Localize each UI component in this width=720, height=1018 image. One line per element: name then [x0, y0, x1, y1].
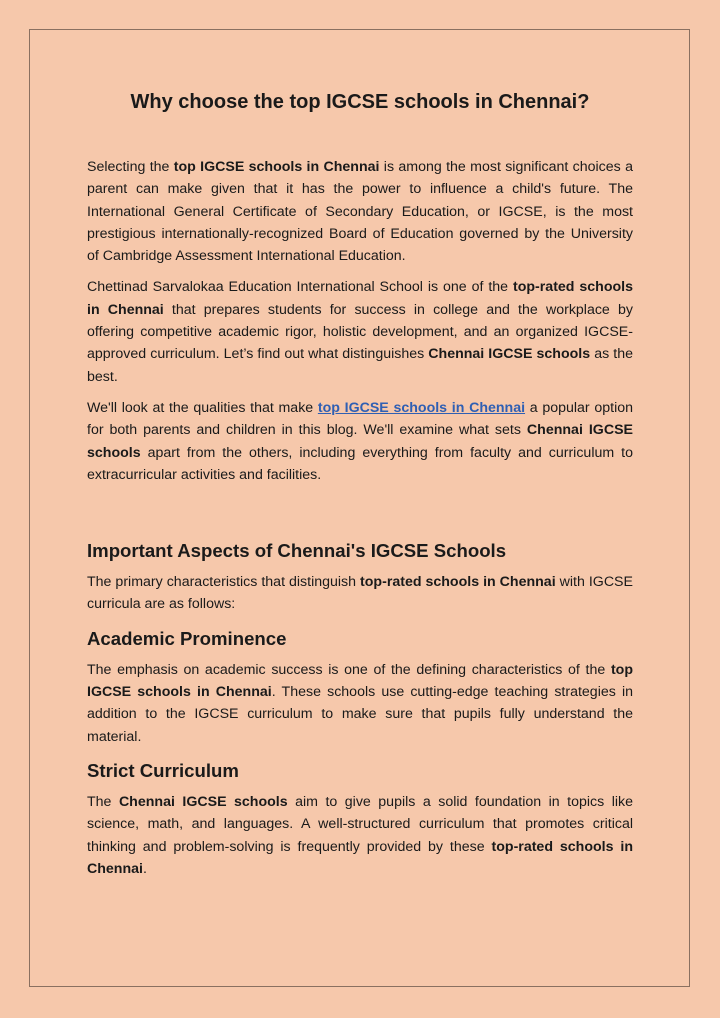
spacer	[87, 495, 633, 537]
keyword-bold: Chennai IGCSE schools	[118, 793, 288, 810]
keyword-bold: Chennai IGCSE schools	[428, 346, 591, 363]
keyword-bold: Chennai IGCSE schools	[87, 422, 633, 461]
document-body	[87, 88, 633, 889]
keyword-bold: top IGCSE schools in Chennai	[87, 661, 633, 701]
important-aspects-paragraph: The primary characteristics that distinguish top-rated schools in Chennai with IGCSE curricula are as follows:	[87, 574, 633, 613]
strict-curriculum-paragraph: The Chennai IGCSE schools aim to give pupils a solid foundation in topics like science, math, and languages. A well-structured curriculum that promotes critical thinking and problem-solving is frequently provided by these top-rated schools in Chennai.	[87, 793, 633, 877]
section-heading-strict-curriculum: Strict Curriculum	[87, 759, 239, 781]
blog-paragraph: We'll look at the qualities that make top IGCSE schools in Chennai a popular option for both parents and children in this blog. We'll examine what sets Chennai IGCSE schools apart from the others, including everything from faculty and curriculum to extracurricular activities and facilities.	[87, 399, 633, 483]
page-title: Why choose the top IGCSE schools in Chennai?	[130, 91, 590, 113]
igcse-schools-link[interactable]: top IGCSE schools in Chennai	[317, 399, 526, 416]
academic-prominence-paragraph: The emphasis on academic success is one of the defining characteristics of the top IGCSE schools in Chennai. These schools use cutting-edge teaching strategies in addition to the IGCSE curriculum to make sure that pupils fully understand the material.	[87, 661, 634, 745]
keyword-bold: top IGCSE schools in Chennai	[173, 159, 380, 175]
keyword-bold: top-rated schools in Chennai	[87, 838, 633, 877]
intro-paragraph: Selecting the top IGCSE schools in Chennai is among the most significant choices a parent can make given that it has the power to influence a child's future. The International General Certificate of Secondary Education, or IGCSE, is the most prestigious internationally-recognized Board of Education governed by the University of Cambridge Assessment International Education.	[87, 159, 633, 265]
keyword-bold: top-rated schools in Chennai	[360, 574, 556, 591]
school-paragraph: Chettinad Sarvalokaa Education International School is one of the top-rated schools in Chennai that prepares students for success in college and the workplace by offering competitive academic rigor, holistic development, and an organized IGCSE-approved curriculum. Let’s find out what distinguishes Chennai IGCSE schools as the best.	[87, 279, 634, 385]
keyword-bold: top-rated schools in Chennai	[87, 279, 634, 318]
section-heading-academic-prominence: Academic Prominence	[87, 627, 287, 649]
section-heading-important-aspects: Important Aspects of Chennai's IGCSE Schools	[87, 540, 507, 562]
